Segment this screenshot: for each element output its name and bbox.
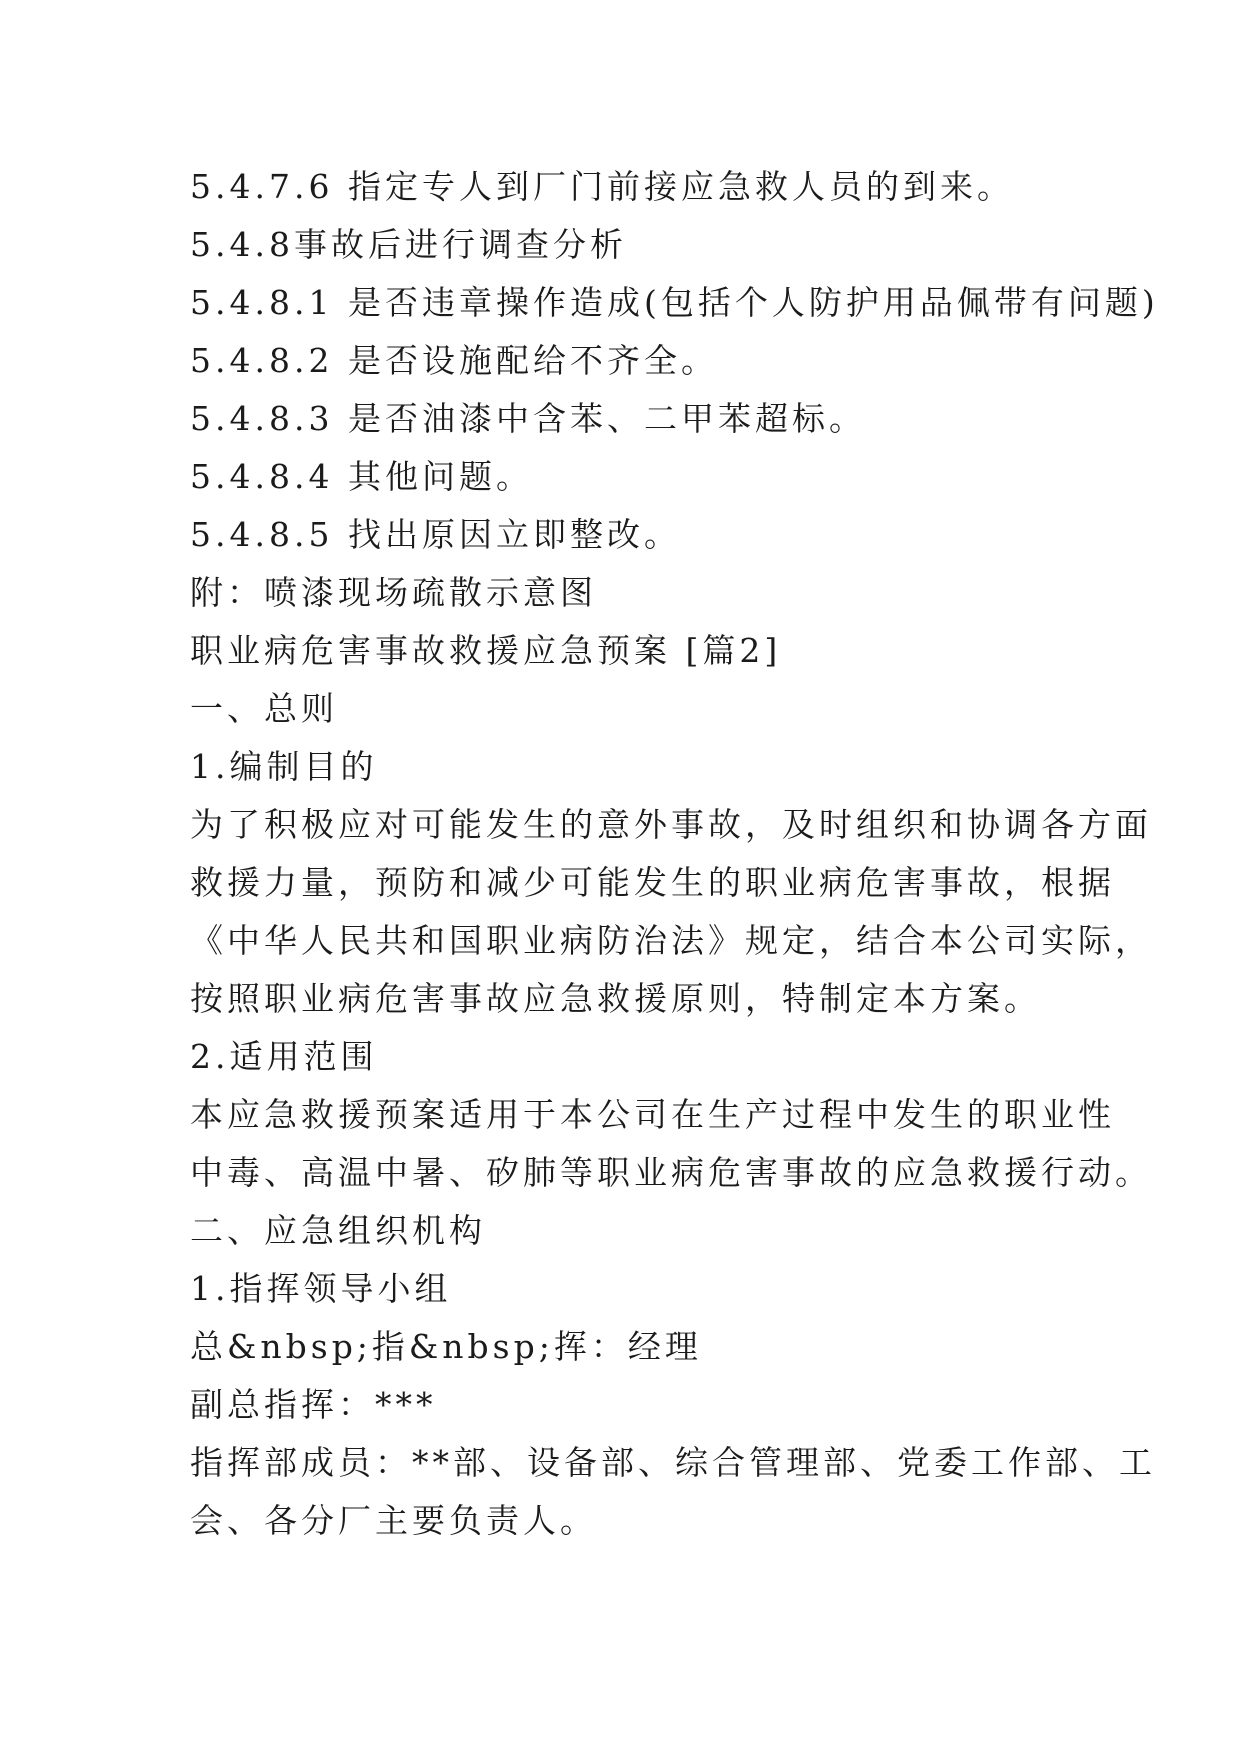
paragraph-line: 中毒、高温中暑、矽肺等职业病危害事故的应急救援行动。 — [190, 1153, 1152, 1192]
paragraph-line: 会、各分厂主要负责人。 — [190, 1501, 597, 1540]
text-line: 5.4.8.2 是否设施配给不齐全。 — [190, 341, 718, 380]
paragraph-line: 按照职业病危害事故应急救援原则，特制定本方案。 — [190, 979, 1041, 1018]
text-line: 5.4.8.1 是否违章操作造成(包括个人防护用品佩带有问题) — [190, 283, 1159, 322]
text-line: 5.4.8.3 是否油漆中含苯、二甲苯超标。 — [190, 399, 866, 438]
chapter-heading: 二、应急组织机构 — [190, 1211, 486, 1250]
section-heading: 5.4.8事故后进行调查分析 — [190, 225, 627, 264]
text-line: 5.4.7.6 指定专人到厂门前接应急救人员的到来。 — [190, 167, 1014, 206]
paragraph-line: 为了积极应对可能发生的意外事故，及时组织和协调各方面 — [190, 805, 1152, 844]
document-body — [190, 158, 1159, 1550]
text-line: 总&nbsp;指&nbsp;挥：经理 — [190, 1327, 702, 1366]
text-line: 副总指挥：*** — [190, 1385, 437, 1424]
paragraph-line: 《中华人民共和国职业病防治法》规定，结合本公司实际， — [190, 921, 1152, 960]
text-line: 5.4.8.5 找出原因立即整改。 — [190, 515, 681, 554]
chapter-heading: 一、总则 — [190, 689, 338, 728]
document-title: 职业病危害事故救援应急预案 [篇2] — [190, 631, 782, 670]
paragraph-line: 救援力量，预防和减少可能发生的职业病危害事故，根据 — [190, 863, 1115, 902]
section-heading: 1.指挥领导小组 — [190, 1269, 452, 1308]
section-heading: 1.编制目的 — [190, 747, 378, 786]
attachment-note: 附：喷漆现场疏散示意图 — [190, 573, 597, 612]
paragraph-line: 本应急救援预案适用于本公司在生产过程中发生的职业性 — [190, 1095, 1115, 1134]
text-line: 5.4.8.4 其他问题。 — [190, 457, 533, 496]
paragraph-line: 指挥部成员：**部、设备部、综合管理部、党委工作部、工 — [190, 1443, 1156, 1482]
section-heading: 2.适用范围 — [190, 1037, 378, 1076]
